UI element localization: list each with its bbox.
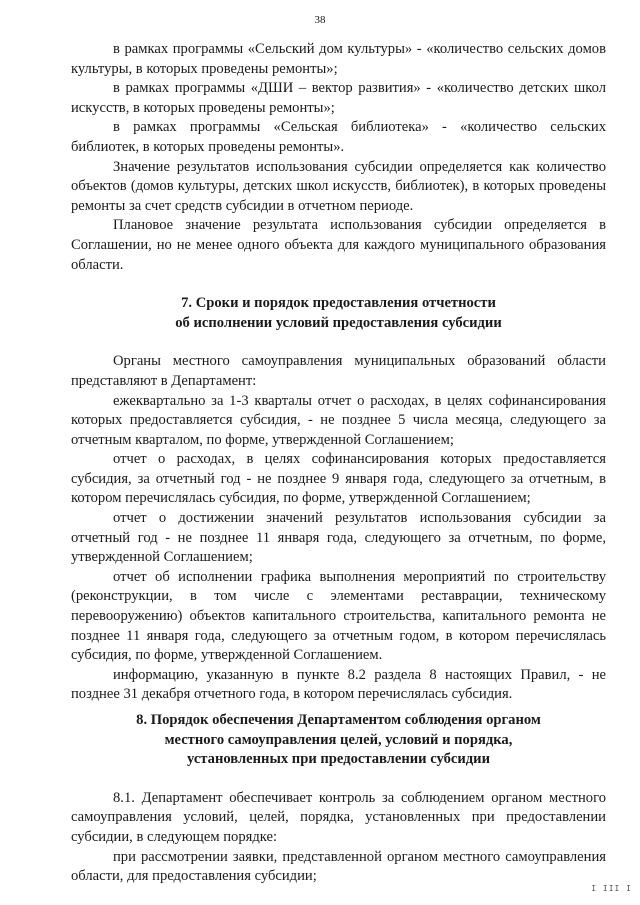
- section-7-heading-line-2: об исполнении условий предоставления субсидии: [175, 314, 502, 331]
- paragraph-program-library: в рамках программы «Сельская библиотека» - «количество сельских библиотек, в которых проведены ремонты».: [71, 119, 606, 155]
- paragraph-planned-value: Плановое значение результата использования субсидии определяется в Соглашении, но не менее одного объекта для каждого муниципального образования области.: [71, 217, 606, 273]
- section-7-heading-line-1: 7. Сроки и порядок предоставления отчетности: [181, 295, 496, 312]
- section-7-paragraph-annual-expenses: отчет о расходах, в целях софинансирования которых предоставляется субсидия, за отчетный год - не позднее 9 января года, следующего за отчетным, в котором перечислялась субсидия, по форме, утвержденной Соглашением;: [71, 451, 606, 507]
- section-7-paragraph-information: информацию, указанную в пункте 8.2 раздела 8 настоящих Правил, - не позднее 31 декабря отчетного года, в котором перечислялась субсидия.: [71, 666, 606, 703]
- footer-scan-marks: I III I: [591, 884, 632, 893]
- spacer: [71, 770, 606, 789]
- paragraph-result-value: Значение результатов использования субсидии определяется как количество объектов (домов культуры, детских школ искусств, библиотек), в которых проведены ремонты за счет средств субсидии в отчетном периоде.: [71, 158, 606, 214]
- page-number: 38: [314, 14, 326, 26]
- section-7-paragraph-schedule: отчет об исполнении графика выполнения мероприятий по строительству (реконструкции, в том числе с элементами реставрации, техническому перевооружению) объектов капитального строительства, капитального ремонта не позднее 11 января года, следующего за отчетным годом, в котором перечислялась субсидия, по форме, утвержденной Соглашением.: [71, 568, 606, 664]
- section-7-paragraph-results: отчет о достижении значений результатов использования субсидии за отчетный год - не позднее 11 января года, следующего за отчетным, по форме, утвержденной Соглашением;: [71, 510, 606, 566]
- section-7-paragraph-intro: Органы местного самоуправления муниципальных образований области представляют в Департамент:: [71, 353, 606, 389]
- section-7-heading: [71, 294, 606, 333]
- section-8-heading-line-3: установленных при предоставлении субсидии: [186, 751, 490, 768]
- section-8-paragraph-8-1: 8.1. Департамент обеспечивает контроль за соблюдением органом местного самоуправления условий, целей, порядка, установленных при предоставлении субсидии, в следующем порядке:: [71, 789, 606, 845]
- section-7-paragraph-quarterly: ежеквартально за 1-3 кварталы отчет о расходах, в целях софинансирования которых предоставляется субсидия, - не позднее 5 числа месяца, следующего за отчетным кварталом, по форме, утвержденной Соглашением;: [71, 392, 606, 448]
- paragraph-program-art-schools: в рамках программы «ДШИ – вектор развития» - «количество детских школ искусств, в которых проведены ремонты»;: [71, 80, 606, 116]
- paragraph-program-culture-house: в рамках программы «Сельский дом культуры» - «количество сельских домов культуры, в которых проведены ремонты»;: [71, 41, 606, 77]
- spacer: [71, 333, 606, 352]
- section-8-heading-line-1: 8. Порядок обеспечения Департаментом соблюдения органом: [136, 712, 541, 728]
- section-8-heading: [71, 711, 606, 770]
- page-content: [71, 40, 606, 887]
- section-8-heading-line-2: местного самоуправления целей, условий и порядка,: [164, 731, 513, 748]
- section-8-paragraph-application-review: при рассмотрении заявки, представленной органом местного самоуправления области, для предоставления субсидии;: [71, 848, 606, 885]
- spacer: [71, 275, 606, 294]
